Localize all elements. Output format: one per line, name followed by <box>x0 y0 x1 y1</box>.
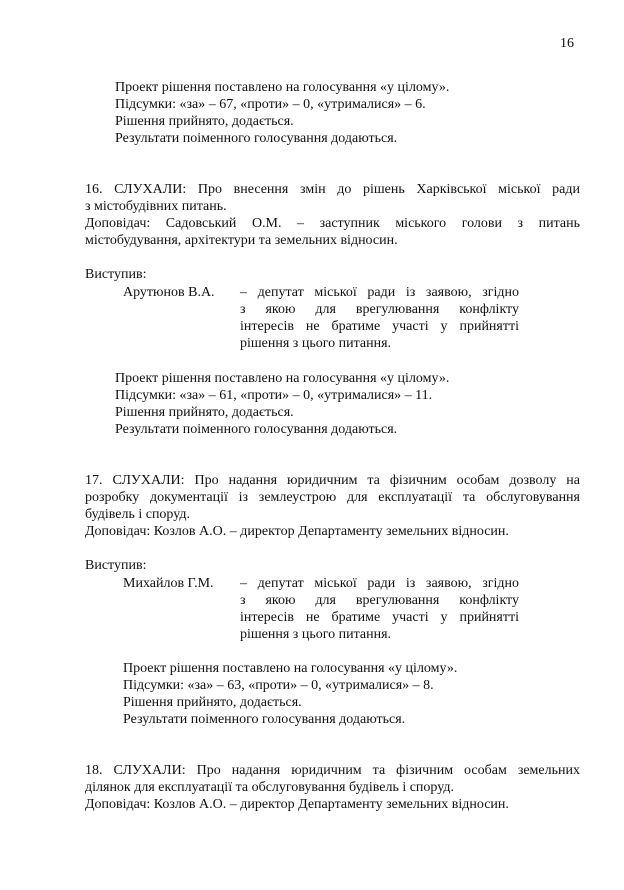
item-17-speaker-name: Михайлов Г.М. <box>123 576 214 591</box>
item-16-speaker-cont: містобудування, архітектури та земельних відносин. <box>85 233 398 248</box>
item-16-vote-decision: Рішення прийнято, додається. <box>115 405 294 420</box>
vote-attachment-note: Результати поіменного голосування додаються. <box>115 131 398 146</box>
item-17-speech-text: інтересів не братиме участі у прийнятті <box>240 610 519 625</box>
item-16-speech-text: – депутат міської ради із заявою, згідно <box>240 285 519 300</box>
vote-results: Підсумки: «за» – 67, «проти» – 0, «утрималися» – 6. <box>115 97 426 112</box>
item-18-heading-cont: ділянок для експлуатації та обслуговування будівель і споруд. <box>85 780 454 795</box>
item-16-vote-results: Підсумки: «за» – 61, «проти» – 0, «утрималися» – 11. <box>115 388 433 403</box>
item-18-heading: 18. СЛУХАЛИ: Про надання юридичним та фізичним особам земельних <box>85 763 580 778</box>
item-17-speech-text: рішення з цього питання. <box>240 627 392 642</box>
item-16-speech-text: рішення з цього питання. <box>240 336 392 351</box>
item-17-vote-line: Проект рішення поставлено на голосування «у цілому». <box>123 661 458 676</box>
item-16-speaker: Доповідач: Садовський О.М. – заступник міського голови з питань <box>85 216 580 231</box>
item-17-speech-text: з якою для врегулювання конфлікту <box>240 593 519 608</box>
item-17-heading: 17. СЛУХАЛИ: Про надання юридичним та фізичним особам дозволу на <box>85 473 580 488</box>
item-17-vote-attachment-note: Результати поіменного голосування додаються. <box>123 712 406 727</box>
item-16-heading-cont: з містобудівних питань. <box>85 199 227 214</box>
item-17-heading-cont: будівель і споруд. <box>85 507 190 522</box>
item-16-vote-line: Проект рішення поставлено на голосування «у цілому». <box>115 371 450 386</box>
item-16-speaker-name: Арутюнов В.А. <box>123 285 215 300</box>
item-17-heading-cont: розробку документації із землеустрою для експлуатації та обслуговування <box>85 490 580 505</box>
vote-decision: Рішення прийнято, додається. <box>115 114 294 129</box>
item-17-vote-results: Підсумки: «за» – 63, «проти» – 0, «утрималися» – 8. <box>123 678 434 693</box>
item-17-speeches-label: Виступив: <box>85 558 147 573</box>
item-18-speaker: Доповідач: Козлов А.О. – директор Департаменту земельних відносин. <box>85 797 509 812</box>
item-16-heading: 16. СЛУХАЛИ: Про внесення змін до рішень Харківської міської ради <box>85 182 580 197</box>
item-16-speeches-label: Виступив: <box>85 267 147 282</box>
item-16-vote-attachment-note: Результати поіменного голосування додаються. <box>115 422 398 437</box>
item-16-speech-text: з якою для врегулювання конфлікту <box>240 302 519 317</box>
page-number: 16 <box>560 36 574 51</box>
item-16-speech-text: інтересів не братиме участі у прийнятті <box>240 319 519 334</box>
item-17-speech-text: – депутат міської ради із заявою, згідно <box>240 576 519 591</box>
item-17-vote-decision: Рішення прийнято, додається. <box>123 695 302 710</box>
vote-line: Проект рішення поставлено на голосування «у цілому». <box>115 80 450 95</box>
item-17-speaker: Доповідач: Козлов А.О. – директор Департаменту земельних відносин. <box>85 524 509 539</box>
